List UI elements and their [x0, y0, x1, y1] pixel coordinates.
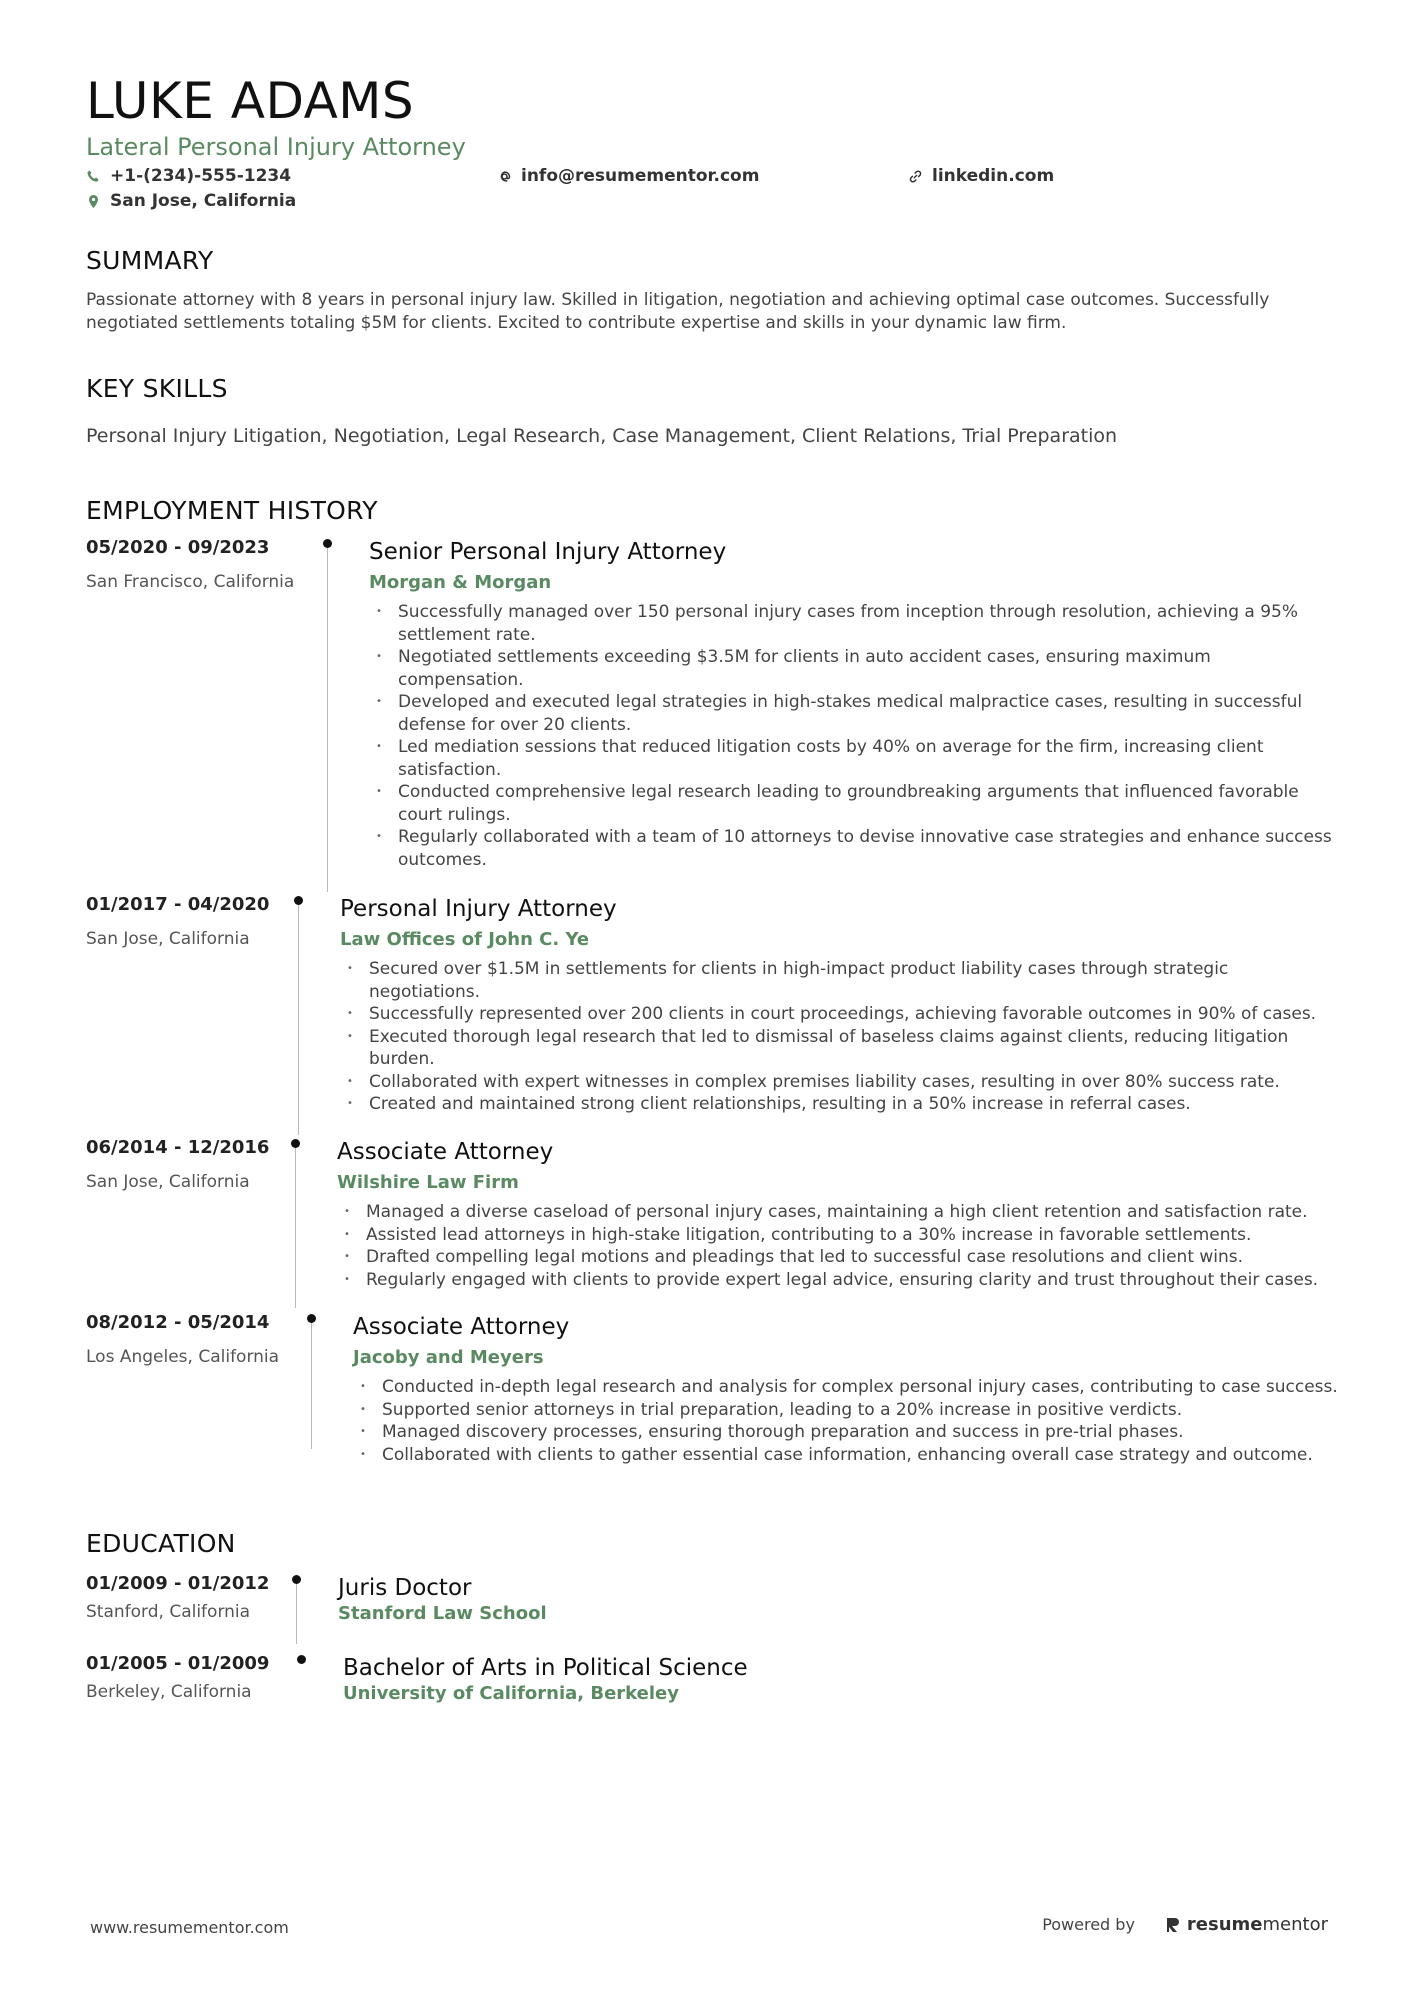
- footer-branding: [1042, 1914, 1328, 1935]
- education-degree: Juris Doctor: [338, 1575, 472, 1601]
- job-bullet: • Successfully managed over 150 personal injury cases from inception through resolution, achieving a 95% settlement rate.: [370, 601, 1335, 646]
- education-degree: Bachelor of Arts in Political Science: [343, 1655, 748, 1681]
- job-bullets: [338, 1201, 1348, 1291]
- skills-text: Personal Injury Litigation, Negotiation, Legal Research, Case Management, Client Relations, Trial Preparation: [86, 425, 1118, 447]
- job-bullet: • Collaborated with expert witnesses in complex premises liability cases, resulting in over 80% success rate.: [341, 1071, 1336, 1094]
- job-bullet: • Regularly engaged with clients to provide expert legal advice, ensuring clarity and trust throughout their cases.: [338, 1269, 1348, 1292]
- powered-by-label: Powered by: [1042, 1915, 1135, 1934]
- education-school: University of California, Berkeley: [343, 1683, 679, 1704]
- timeline-dot: [307, 1314, 316, 1323]
- education-dates: 01/2005 - 01/2009: [86, 1653, 270, 1674]
- job-bullet: • Successfully represented over 200 clients in court proceedings, achieving favorable outcomes in 90% of cases.: [341, 1003, 1336, 1026]
- job-location: San Jose, California: [86, 929, 250, 949]
- timeline-dot: [294, 896, 303, 905]
- job-bullet: • Collaborated with clients to gather essential case information, enhancing overall case strategy and outcome.: [354, 1444, 1339, 1467]
- brand-rest: mentor: [1262, 1914, 1328, 1935]
- job-title: Associate Attorney: [353, 1314, 570, 1340]
- contact-phone: [86, 165, 291, 187]
- at-icon: [497, 169, 512, 184]
- summary-text: Passionate attorney with 8 years in personal injury law. Skilled in litigation, negotiation and achieving optimal case outcomes. Successfully negotiated settlements totaling $5M for clients. Excited to contribute expertise and skills in your dynamic law firm.: [86, 290, 1270, 333]
- job-dates: 08/2012 - 05/2014: [86, 1312, 270, 1333]
- job-bullet: • Regularly collaborated with a team of 10 attorneys to devise innovative case strategies and enhance success outcomes.: [370, 826, 1335, 871]
- job-bullet: • Managed discovery processes, ensuring thorough preparation and success in pre-trial phases.: [354, 1421, 1339, 1444]
- location-text: San Jose, California: [110, 191, 297, 211]
- job-dates: 05/2020 - 09/2023: [86, 537, 270, 558]
- job-location: San Francisco, California: [86, 572, 295, 592]
- job-location: San Jose, California: [86, 1172, 250, 1192]
- brand-bold: resume: [1186, 1914, 1263, 1935]
- job-location: Los Angeles, California: [86, 1347, 280, 1367]
- timeline-line: [296, 1580, 297, 1644]
- timeline-dot: [323, 539, 332, 548]
- email-link[interactable]: info@resumementor.com: [521, 166, 760, 186]
- job-bullets: [370, 601, 1335, 871]
- job-company: Morgan & Morgan: [369, 572, 552, 593]
- candidate-role: Lateral Personal Injury Attorney: [86, 133, 466, 161]
- employment-heading: EMPLOYMENT HISTORY: [86, 496, 378, 525]
- job-title: Associate Attorney: [337, 1139, 554, 1165]
- job-bullet: • Assisted lead attorneys in high-stake litigation, contributing to a 30% increase in favorable settlements.: [338, 1224, 1348, 1247]
- link-icon: [908, 169, 923, 184]
- job-dates: 01/2017 - 04/2020: [86, 894, 270, 915]
- resumementor-logo-icon: [1165, 1916, 1181, 1934]
- timeline-dot: [291, 1139, 300, 1148]
- job-company: Jacoby and Meyers: [353, 1347, 544, 1368]
- job-bullet: • Managed a diverse caseload of personal injury cases, maintaining a high client retention and satisfaction rate.: [338, 1201, 1348, 1224]
- linkedin-link[interactable]: linkedin.com: [932, 166, 1055, 186]
- job-bullet: • Conducted comprehensive legal research leading to groundbreaking arguments that influenced favorable court rulings.: [370, 781, 1335, 826]
- timeline-dot: [292, 1575, 301, 1584]
- education-dates: 01/2009 - 01/2012: [86, 1573, 270, 1594]
- job-bullet: • Supported senior attorneys in trial preparation, leading to a 20% increase in positive verdicts.: [354, 1399, 1339, 1422]
- education-location: Stanford, California: [86, 1602, 251, 1622]
- job-bullet: • Created and maintained strong client relationships, resulting in a 50% increase in referral cases.: [341, 1093, 1336, 1116]
- job-bullet: • Drafted compelling legal motions and pleadings that led to successful case resolutions and client wins.: [338, 1246, 1348, 1269]
- brand-logo[interactable]: [1165, 1914, 1328, 1935]
- education-location: Berkeley, California: [86, 1682, 252, 1702]
- timeline-line: [311, 1319, 312, 1449]
- education-heading: EDUCATION: [86, 1529, 236, 1558]
- candidate-name: LUKE ADAMS: [86, 72, 415, 130]
- job-company: Wilshire Law Firm: [337, 1172, 519, 1193]
- footer-website[interactable]: www.resumementor.com: [90, 1918, 289, 1937]
- phone-icon: [86, 169, 101, 184]
- phone-text: +1-(234)-555-1234: [110, 166, 292, 186]
- job-title: Personal Injury Attorney: [340, 896, 617, 922]
- job-company: Law Offices of John C. Ye: [340, 929, 590, 950]
- job-dates: 06/2014 - 12/2016: [86, 1137, 270, 1158]
- timeline-dot: [297, 1655, 306, 1664]
- timeline-line: [327, 544, 328, 892]
- job-bullet: • Secured over $1.5M in settlements for clients in high-impact product liability cases through strategic negotiations.: [341, 958, 1336, 1003]
- location-pin-icon: [86, 194, 101, 209]
- job-bullet: • Negotiated settlements exceeding $3.5M for clients in auto accident cases, ensuring maximum compensation.: [370, 646, 1335, 691]
- job-title: Senior Personal Injury Attorney: [369, 539, 727, 565]
- contact-email[interactable]: [497, 165, 759, 187]
- job-bullet: • Developed and executed legal strategies in high-stakes medical malpractice cases, resulting in successful defense for over 20 clients.: [370, 691, 1335, 736]
- job-bullets: [354, 1376, 1339, 1466]
- contact-location: [86, 190, 296, 212]
- skills-heading: KEY SKILLS: [86, 374, 228, 403]
- education-school: Stanford Law School: [338, 1603, 547, 1624]
- timeline-line: [295, 1144, 296, 1308]
- summary-heading: SUMMARY: [86, 246, 214, 275]
- job-bullet: • Led mediation sessions that reduced litigation costs by 40% on average for the firm, increasing client satisfaction.: [370, 736, 1335, 781]
- job-bullet: • Conducted in-depth legal research and analysis for complex personal injury cases, contributing to case success.: [354, 1376, 1339, 1399]
- timeline-line: [298, 901, 299, 1135]
- contact-linkedin[interactable]: [908, 165, 1054, 187]
- job-bullets: [341, 958, 1336, 1116]
- job-bullet: • Executed thorough legal research that led to dismissal of baseless claims against clients, reducing litigation burden.: [341, 1026, 1336, 1071]
